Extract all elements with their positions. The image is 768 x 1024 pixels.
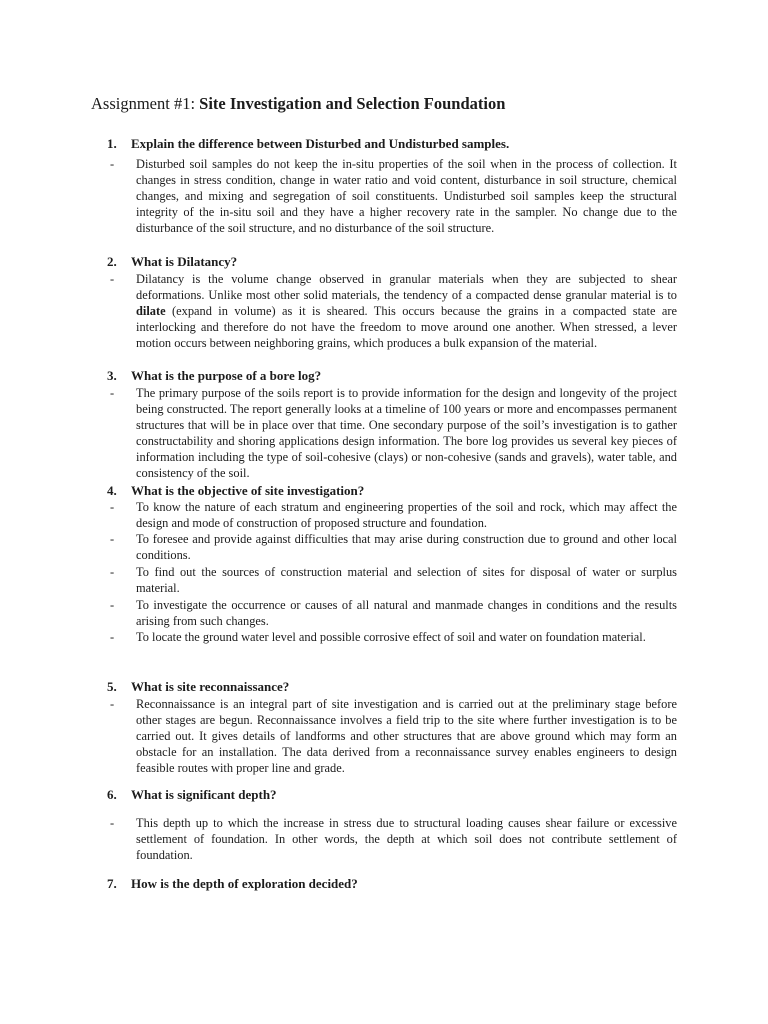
- question-4-heading: [107, 483, 364, 499]
- question-text: What is Dilatancy?: [131, 254, 238, 269]
- bullet-dash: -: [110, 816, 115, 830]
- question-7-heading: [107, 876, 358, 892]
- page-title: [91, 94, 505, 114]
- question-number: 2.: [107, 254, 117, 269]
- answer-text: Reconnaissance is an integral part of site investigation and is carried out at the preliminary stage before other stages are begun. Reconnaissance involves a field trip to the site where further investigation is to be carried out. It gives details of landforms and other structures that are above ground which may form an obstacle for an installation. The data derived from a reconnaissance survey enables engineers to design feasible routes with proper line and grade.: [136, 697, 677, 775]
- question-number: 4.: [107, 483, 117, 498]
- question-3-heading: [107, 368, 321, 384]
- answer-text: [136, 271, 677, 351]
- answer-3-1: [110, 385, 677, 481]
- question-2-heading: [107, 254, 237, 270]
- answer-text: To find out the sources of construction material and selection of sites for disposal of water or surplus material.: [136, 565, 677, 595]
- answer-text: To foresee and provide against difficulties that may arise during construction due to ground and other local conditions.: [136, 532, 677, 562]
- question-number: 6.: [107, 787, 117, 802]
- bullet-dash: -: [110, 157, 115, 171]
- answer-text: To know the nature of each stratum and engineering properties of the soil and rock, which may affect the design and mode of construction of proposed structure and foundation.: [136, 500, 677, 530]
- question-text: Explain the difference between Disturbed and Undisturbed samples.: [131, 136, 510, 151]
- answer-text-before: Dilatancy is the volume change observed in granular materials when they are subjected to shear deformations. Unlike most other solid materials, the tendency of a compacted dense granular material is to: [136, 272, 677, 302]
- answer-4-4: [110, 597, 677, 629]
- question-1-heading: [107, 136, 509, 152]
- title-prefix: Assignment #1:: [91, 94, 200, 113]
- title-main: Site Investigation and Selection Foundation: [199, 94, 506, 113]
- answer-text-after: (expand in volume) as it is sheared. This occurs because the grains in a compacted state are interlocking and therefore do not have the freedom to move around one another. When stressed, a lever motion occurs between neighboring grains, which produces a bulk expansion of the material.: [136, 304, 677, 350]
- question-number: 5.: [107, 679, 117, 694]
- bullet-dash: -: [110, 598, 115, 612]
- answer-1-1: [110, 156, 677, 236]
- answer-text: To investigate the occurrence or causes of all natural and manmade changes in conditions and the results arising from such changes.: [136, 598, 677, 628]
- question-number: 3.: [107, 368, 117, 383]
- bullet-dash: -: [110, 386, 115, 400]
- question-text: What is the purpose of a bore log?: [131, 368, 322, 383]
- answer-4-1: [110, 499, 677, 531]
- answer-text: Disturbed soil samples do not keep the in-situ properties of the soil when in the process of collection. It changes in stress condition, change in water ratio and void content, disturbance in soil structure, chemical changes, and mixing and segregation of soil constituents. Undisturbed soil samples keep the structural integrity of the in-situ soil and they have a higher recovery rate in the sampler. No change due to the disturbance of the soil structure, and no disturbance of the soil structure.: [136, 157, 677, 235]
- bullet-dash: -: [110, 272, 115, 286]
- bullet-dash: -: [110, 500, 115, 514]
- answer-4-2: [110, 531, 677, 563]
- answer-text: The primary purpose of the soils report is to provide information for the design and longevity of the project being constructed. The report generally looks at a timeline of 100 years or more and encompasses permanent structures that will be in place over that time. One secondary purpose of the soil’s investigation is to gather constructability and shoring applications design information. The bore log provides us several key pieces of information including the type of soil-cohesive (clays) or non-cohesive (sands and gravels), water table, and consistency of the soil.: [136, 386, 677, 480]
- answer-2-1: [110, 271, 677, 351]
- question-text: What is significant depth?: [131, 787, 277, 802]
- question-5-heading: [107, 679, 289, 695]
- question-text: What is the objective of site investigation?: [131, 483, 365, 498]
- question-number: 7.: [107, 876, 117, 891]
- answer-6-1: [110, 815, 677, 863]
- answer-4-5: [110, 629, 677, 645]
- bullet-dash: -: [110, 565, 115, 579]
- bullet-dash: -: [110, 630, 115, 644]
- bullet-dash: -: [110, 697, 115, 711]
- bullet-dash: -: [110, 532, 115, 546]
- question-6-heading: [107, 787, 277, 803]
- question-number: 1.: [107, 136, 117, 151]
- answer-4-3: [110, 564, 677, 596]
- answer-text: This depth up to which the increase in stress due to structural loading causes shear failure or excessive settlement of foundation. In other words, the depth at which soil does not contribute settlement of foundation.: [136, 816, 677, 862]
- answer-5-1: [110, 696, 677, 776]
- answer-text: To locate the ground water level and possible corrosive effect of soil and water on foundation material.: [136, 630, 646, 644]
- question-text: What is site reconnaissance?: [131, 679, 290, 694]
- question-text: How is the depth of exploration decided?: [131, 876, 358, 891]
- answer-text-bold-term: dilate: [136, 304, 166, 318]
